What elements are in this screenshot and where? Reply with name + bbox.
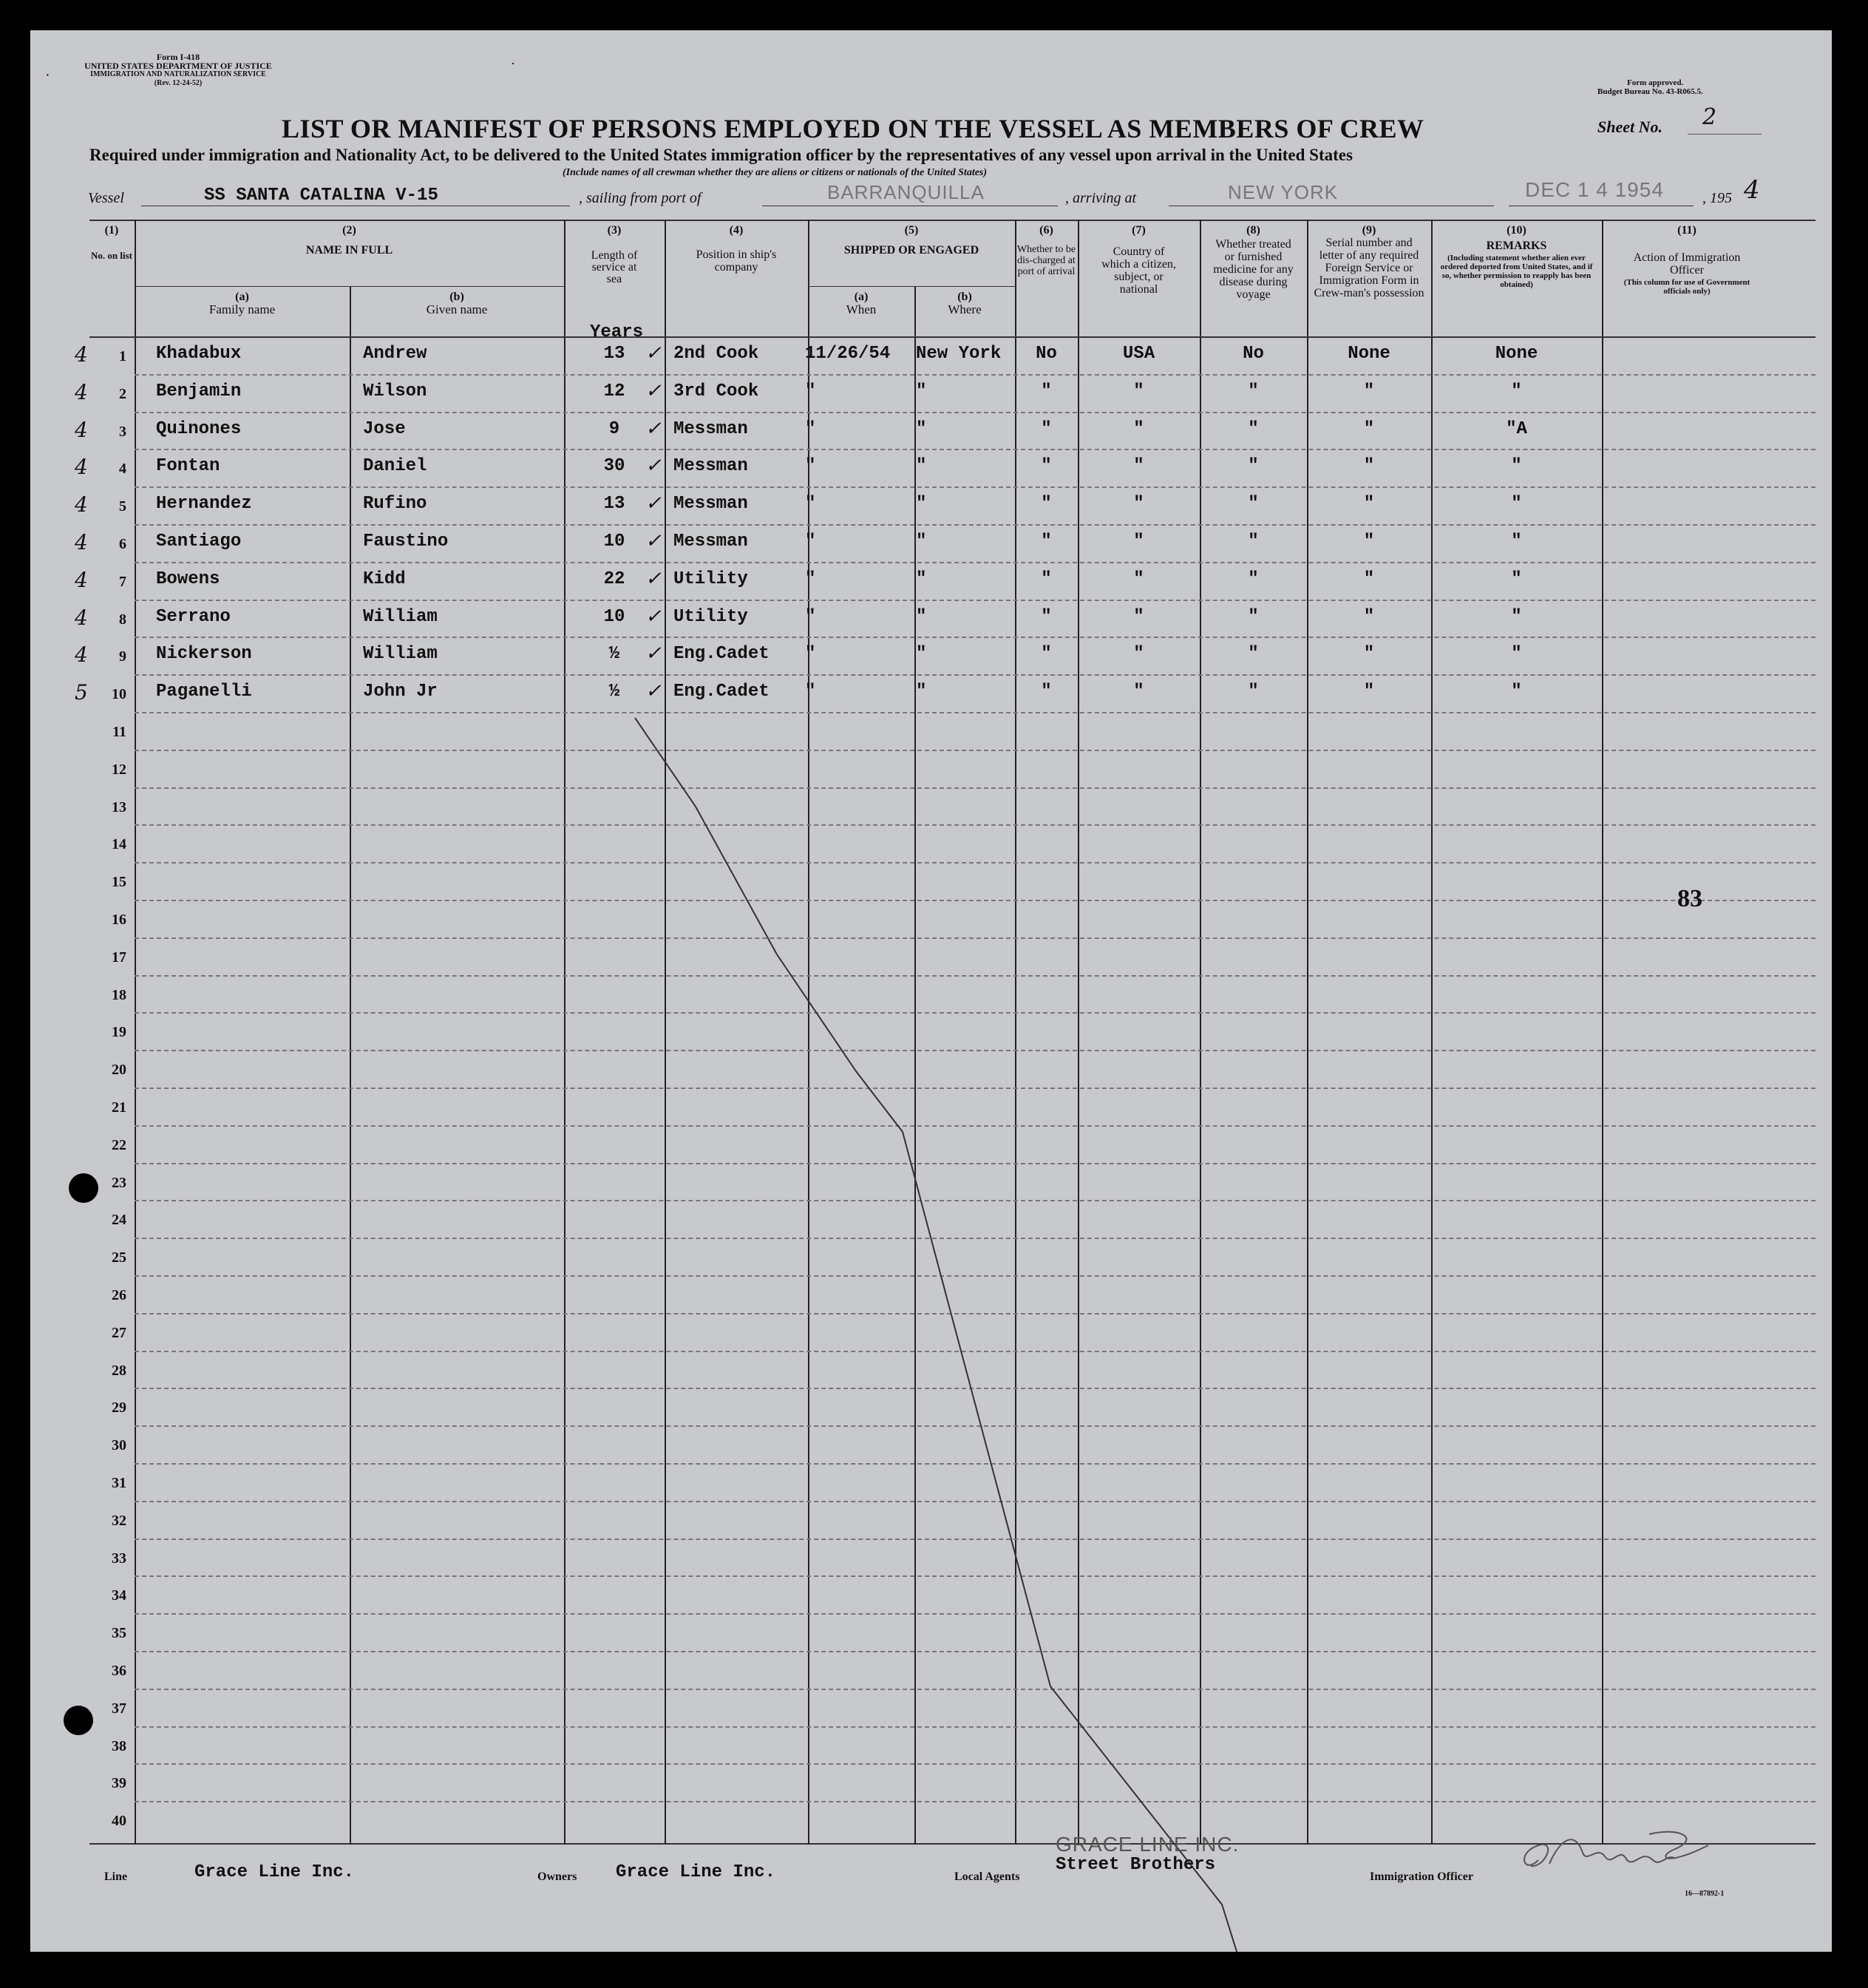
handwritten-row-number: 4 (75, 455, 88, 479)
cell-treated: No (1243, 344, 1264, 364)
row-number: 7 (119, 574, 126, 590)
col4-number: (4) (729, 224, 744, 237)
cell-treated: " (1248, 607, 1259, 627)
cell-where: New York (916, 344, 1002, 364)
handwritten-row-number: 4 (75, 380, 88, 404)
row-number: 24 (112, 1212, 126, 1228)
cell-family: Santiago (156, 532, 242, 552)
form-number: Form I-418 (156, 52, 200, 62)
cell-when: " (805, 419, 816, 439)
cell-discharged: " (1041, 456, 1052, 476)
vessel-label: Vessel (88, 190, 124, 206)
cell-family: Benjamin (156, 381, 242, 401)
cell-where: " (916, 644, 927, 664)
year-digit: 4 (1744, 175, 1760, 205)
check-mark-icon: ✓ (645, 455, 662, 477)
owners-value: Grace Line Inc. (616, 1862, 776, 1882)
col7-title: Country of which a citizen, subject, or national (1101, 245, 1176, 296)
col6-number: (6) (1039, 224, 1053, 237)
row-number: 9 (119, 648, 126, 665)
form-note: (Include names of all crewman whether they are aliens or citizens or nationals of the United States) (563, 167, 988, 178)
row-number: 35 (112, 1625, 126, 1641)
row-number: 36 (112, 1663, 126, 1679)
row-number: 38 (112, 1738, 126, 1754)
cell-remarks: None (1495, 344, 1538, 364)
cell-when: " (805, 456, 816, 476)
cell-serial: None (1348, 344, 1390, 364)
check-mark-icon: ✓ (645, 568, 662, 590)
row-number: 11 (112, 724, 126, 740)
agents-stamp: GRACE LINE INC. (1056, 1833, 1240, 1856)
cell-when: 11/26/54 (805, 344, 891, 364)
col10-title: REMARKS (1486, 240, 1547, 252)
col9-title: Serial number and letter of any required Foreign Service or Immigration Form in Crew-man's possession (1314, 237, 1424, 299)
col5-number: (5) (904, 224, 919, 237)
row-number: 6 (119, 536, 126, 552)
col7-number: (7) (1132, 224, 1146, 237)
cell-remarks: " (1511, 381, 1522, 401)
cell-position: Eng.Cadet (673, 682, 770, 702)
row-number: 33 (112, 1550, 126, 1567)
col10-subtitle: (Including statement whether alien ever ordered deported from United States, and if so, whether permission to reapply has been obtained) (1440, 254, 1593, 289)
page-count-number: 83 (1677, 885, 1702, 912)
col2a-title: Family name (208, 302, 276, 316)
row-number: 19 (112, 1024, 126, 1040)
cell-given: Wilson (363, 381, 427, 401)
punch-hole-lower (64, 1706, 93, 1735)
col6-title: Whether to be dis-charged at port of arrival (1016, 244, 1076, 277)
row-number: 4 (119, 461, 126, 477)
row-number: 39 (112, 1775, 126, 1791)
cell-treated: " (1248, 569, 1259, 589)
service-name: IMMIGRATION AND NATURALIZATION SERVICE (90, 70, 266, 78)
cell-discharged: " (1041, 644, 1052, 664)
row-number: 30 (112, 1437, 126, 1453)
cell-given: Kidd (363, 569, 406, 589)
form-subtitle: Required under immigration and Nationality Act, to be delivered to the United States immigration officer by the representatives of any vessel upon arrival in the United States (89, 146, 1353, 164)
agents-value: Street Brothers (1056, 1855, 1216, 1875)
cell-treated: " (1248, 532, 1259, 552)
sheet-label: Sheet No. (1597, 118, 1662, 136)
approval-line-1: Form approved. (1627, 78, 1684, 87)
cell-country: " (1133, 419, 1144, 439)
manifest-sheet (30, 30, 1832, 1952)
cell-discharged: " (1041, 569, 1052, 589)
arriving-label: , arriving at (1065, 190, 1137, 206)
cell-where: " (916, 494, 927, 514)
cell-when: " (805, 682, 816, 702)
year-label: , 195 (1702, 190, 1732, 206)
cell-when: " (805, 569, 816, 589)
cell-remarks: "A (1506, 419, 1527, 439)
cell-position: Eng.Cadet (673, 644, 770, 664)
cell-given: Andrew (363, 344, 427, 364)
cell-serial: " (1363, 494, 1375, 514)
cell-given: Faustino (363, 532, 449, 552)
col2a-number: (a) (235, 291, 249, 303)
row-number: 10 (112, 686, 126, 702)
cell-given: William (363, 607, 438, 627)
cell-remarks: " (1511, 456, 1522, 476)
handwritten-row-number: 4 (75, 418, 88, 442)
cell-remarks: " (1511, 494, 1522, 514)
row-number: 8 (119, 611, 126, 628)
cell-discharged: " (1041, 607, 1052, 627)
cell-remarks: " (1511, 682, 1522, 702)
cell-family: Nickerson (156, 644, 252, 664)
cell-years: 13 (603, 344, 625, 364)
col1-number: (1) (104, 224, 119, 237)
approval-line-2: Budget Bureau No. 43-R065.5. (1597, 87, 1703, 96)
cell-given: Rufino (363, 494, 427, 514)
cell-country: " (1133, 569, 1144, 589)
col5-title: SHIPPED OR ENGAGED (843, 244, 979, 257)
cell-when: " (805, 381, 816, 401)
cell-country: " (1133, 682, 1144, 702)
cell-discharged: No (1036, 344, 1057, 364)
cell-serial: " (1363, 682, 1375, 702)
col3-title: Length of service at sea (591, 249, 638, 285)
line-out-stroke (30, 30, 1832, 1952)
cell-where: " (916, 456, 927, 476)
row-number: 31 (112, 1475, 126, 1491)
cell-years: 10 (603, 607, 625, 627)
cell-serial: " (1363, 644, 1375, 664)
row-number: 20 (112, 1062, 126, 1078)
col11-number: (11) (1677, 224, 1697, 237)
col1-title: No. on list (91, 250, 132, 261)
cell-where: " (916, 532, 927, 552)
check-mark-icon: ✓ (645, 642, 662, 665)
cell-years: 9 (608, 419, 620, 439)
cell-discharged: " (1041, 381, 1052, 401)
check-mark-icon: ✓ (645, 530, 662, 552)
arrival-date-stamp: DEC 1 4 1954 (1525, 178, 1664, 201)
cell-treated: " (1248, 644, 1259, 664)
col2b-title: Given name (426, 302, 488, 316)
cell-country: USA (1122, 344, 1155, 364)
port-stamp: BARRANQUILLA (827, 181, 985, 203)
col5a-number: (a) (854, 291, 869, 303)
row-number: 3 (119, 424, 126, 440)
scan-speck: · (511, 56, 515, 71)
row-number: 16 (112, 912, 126, 928)
cell-position: 3rd Cook (673, 381, 759, 401)
vessel-name: SS SANTA CATALINA V-15 (204, 186, 438, 206)
cell-position: Messman (673, 494, 748, 514)
col2b-number: (b) (449, 291, 464, 303)
cell-given: Daniel (363, 456, 427, 476)
check-mark-icon: ✓ (645, 342, 662, 364)
line-value: Grace Line Inc. (194, 1862, 355, 1882)
handwritten-row-number: 5 (75, 680, 88, 705)
officer-label: Immigration Officer (1370, 1870, 1473, 1883)
col4-title: Position in ship's company (696, 248, 777, 274)
check-mark-icon: ✓ (645, 680, 662, 702)
row-number: 12 (112, 761, 126, 778)
cell-years: 12 (603, 381, 625, 401)
cell-where: " (916, 381, 927, 401)
row-number: 21 (112, 1099, 126, 1116)
row-number: 2 (119, 386, 126, 402)
col10-number: (10) (1507, 224, 1526, 237)
col8-number: (8) (1246, 224, 1260, 237)
check-mark-icon: ✓ (645, 605, 662, 628)
check-mark-icon: ✓ (645, 418, 662, 440)
handwritten-row-number: 4 (75, 530, 88, 554)
sheet-number: 2 (1702, 104, 1717, 130)
cell-position: Messman (673, 532, 748, 552)
col8-title: Whether treated or furnished medicine for any disease during voyage (1213, 238, 1294, 301)
cell-given: John Jr (363, 682, 438, 702)
cell-when: " (805, 494, 816, 514)
cell-family: Khadabux (156, 344, 242, 364)
cell-discharged: " (1041, 532, 1052, 552)
handwritten-row-number: 4 (75, 605, 88, 630)
arrival-port-stamp: NEW YORK (1228, 181, 1339, 203)
handwritten-row-number: 4 (75, 342, 88, 367)
cell-where: " (916, 607, 927, 627)
cell-position: Utility (673, 607, 748, 627)
cell-where: " (916, 682, 927, 702)
punch-hole-upper (69, 1173, 98, 1203)
cell-treated: " (1248, 456, 1259, 476)
cell-serial: " (1363, 419, 1375, 439)
cell-country: " (1133, 494, 1144, 514)
col2-title: NAME IN FULL (305, 244, 393, 257)
form-print-code: 16—87892-1 (1685, 1890, 1725, 1898)
row-number: 18 (112, 987, 126, 1003)
row-number: 40 (112, 1813, 126, 1829)
cell-remarks: " (1511, 532, 1522, 552)
col5b-number: (b) (957, 291, 972, 303)
cell-remarks: " (1511, 569, 1522, 589)
cell-treated: " (1248, 381, 1259, 401)
cell-given: William (363, 644, 438, 664)
cell-discharged: " (1041, 419, 1052, 439)
check-mark-icon: ✓ (645, 380, 662, 402)
cell-serial: " (1363, 569, 1375, 589)
row-number: 13 (112, 799, 126, 815)
cell-family: Serrano (156, 607, 231, 627)
row-number: 22 (112, 1137, 126, 1153)
officer-signature (1516, 1823, 1723, 1882)
cell-country: " (1133, 607, 1144, 627)
cell-position: Utility (673, 569, 748, 589)
cell-serial: " (1363, 381, 1375, 401)
cell-years: 10 (603, 532, 625, 552)
agents-label: Local Agents (954, 1870, 1020, 1883)
row-number: 27 (112, 1325, 126, 1341)
cell-serial: " (1363, 607, 1375, 627)
cell-position: Messman (673, 456, 748, 476)
handwritten-row-number: 4 (75, 642, 88, 667)
sailing-label: , sailing from port of (579, 190, 702, 206)
cell-when: " (805, 644, 816, 664)
cell-years: ½ (608, 682, 620, 702)
cell-years: 13 (603, 494, 625, 514)
col11-subtitle: (This column for use of Government officials only) (1623, 278, 1750, 296)
years-label: Years (590, 322, 644, 342)
cell-serial: " (1363, 456, 1375, 476)
cell-treated: " (1248, 494, 1259, 514)
row-number: 5 (119, 498, 126, 515)
cell-position: Messman (673, 419, 748, 439)
cell-treated: " (1248, 419, 1259, 439)
cell-country: " (1133, 644, 1144, 664)
cell-years: 30 (603, 456, 625, 476)
col5a-title: When (846, 302, 877, 316)
cell-serial: " (1363, 532, 1375, 552)
row-number: 14 (112, 836, 126, 852)
row-number: 1 (119, 348, 126, 364)
col9-number: (9) (1362, 224, 1376, 237)
cell-family: Bowens (156, 569, 220, 589)
cell-family: Paganelli (156, 682, 252, 702)
cell-country: " (1133, 532, 1144, 552)
owners-label: Owners (537, 1870, 577, 1883)
cell-family: Fontan (156, 456, 220, 476)
row-number: 15 (112, 874, 126, 890)
department-name: UNITED STATES DEPARTMENT OF JUSTICE (84, 61, 272, 71)
row-number: 26 (112, 1287, 126, 1303)
cell-country: " (1133, 381, 1144, 401)
form-title: LIST OR MANIFEST OF PERSONS EMPLOYED ON THE VESSEL AS MEMBERS OF CREW (282, 114, 1424, 143)
revision-date: (Rev. 12-24-52) (154, 79, 203, 87)
cell-given: Jose (363, 419, 406, 439)
row-number: 28 (112, 1363, 126, 1379)
row-number: 37 (112, 1700, 126, 1717)
check-mark-icon: ✓ (645, 492, 662, 515)
row-number: 17 (112, 949, 126, 966)
col3-number: (3) (607, 224, 622, 237)
col11-title: Action of Immigration Officer (1633, 251, 1741, 277)
cell-when: " (805, 607, 816, 627)
scan-speck: · (45, 67, 50, 84)
line-label: Line (104, 1870, 128, 1883)
col5b-title: Where (948, 302, 982, 316)
cell-family: Quinones (156, 419, 242, 439)
cell-years: 22 (603, 569, 625, 589)
row-number: 34 (112, 1587, 126, 1604)
row-number: 32 (112, 1513, 126, 1529)
row-number: 25 (112, 1249, 126, 1266)
handwritten-row-number: 4 (75, 492, 88, 517)
col2-number: (2) (342, 224, 356, 237)
cell-country: " (1133, 456, 1144, 476)
cell-when: " (805, 532, 816, 552)
cell-where: " (916, 419, 927, 439)
cell-treated: " (1248, 682, 1259, 702)
cell-discharged: " (1041, 682, 1052, 702)
cell-position: 2nd Cook (673, 344, 759, 364)
cell-remarks: " (1511, 607, 1522, 627)
cell-remarks: " (1511, 644, 1522, 664)
cell-where: " (916, 569, 927, 589)
cell-discharged: " (1041, 494, 1052, 514)
handwritten-row-number: 4 (75, 568, 88, 592)
row-number: 29 (112, 1400, 126, 1416)
cell-family: Hernandez (156, 494, 252, 514)
row-number: 23 (112, 1175, 126, 1191)
cell-years: ½ (608, 644, 620, 664)
